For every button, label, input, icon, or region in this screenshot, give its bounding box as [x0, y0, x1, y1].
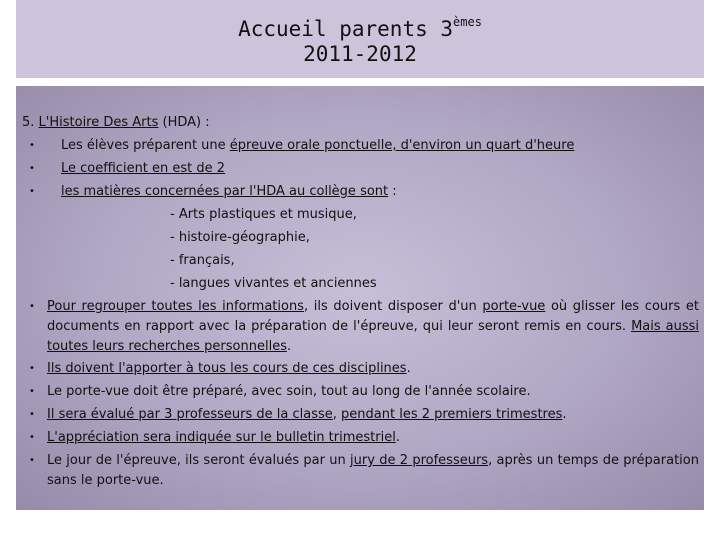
bullet-icon: •: [29, 301, 35, 312]
item-text: [61, 182, 397, 202]
title-superscript: èmes: [453, 15, 482, 29]
title-banner: [16, 0, 704, 78]
item-paragraph: [47, 297, 699, 357]
section-heading-underlined: L'Histoire Des Arts: [38, 115, 159, 130]
item-text: Le porte-vue doit être préparé, avec soin, tout au long de l'année scolaire.: [47, 384, 531, 399]
item-text: [61, 136, 574, 156]
item-text-underlined: Il sera évalué par 3 professeurs de la classe: [47, 407, 333, 422]
item-text-underlined: épreuve orale ponctuelle, d'environ un quart d'heure: [229, 138, 575, 153]
section-heading-rest: (HDA) :: [158, 115, 210, 130]
item-text-underlined: jury de 2 professeurs: [350, 453, 489, 468]
item-text-underlined: Pour regrouper toutes les informations: [47, 299, 304, 314]
item-text-underlined: Ils doivent l'apporter à tous les cours de ces disciplines: [47, 361, 407, 376]
item-text-plain: , ils doivent disposer d'un: [303, 299, 483, 314]
bullet-icon: •: [29, 363, 35, 374]
item-text-plain: .: [562, 407, 567, 422]
item-text-underlined: porte-vue: [482, 299, 546, 314]
item-text: [47, 405, 567, 425]
subject-item: - Arts plastiques et musique,: [170, 207, 357, 222]
item-text-plain: Les élèves préparent une: [61, 138, 230, 153]
bullet-icon: •: [29, 455, 35, 466]
item-text-plain: , après un temps de préparation sans le porte-vue.: [47, 453, 699, 488]
bullet-icon: •: [29, 432, 35, 443]
section-number: 5.: [22, 115, 35, 130]
title-main: Accueil parents 3: [238, 17, 454, 41]
item-text-underlined: Mais aussi toutes leurs recherches personnelles: [47, 319, 699, 354]
item-paragraph: [47, 451, 699, 491]
title-line-1: [16, 10, 704, 41]
item-text-plain: ,: [332, 407, 342, 422]
bullet-icon: •: [29, 186, 35, 197]
item-text-plain: où glisser les cours et documents en rapport avec la préparation de l'épreuve, qui leur seront remis en cours.: [47, 299, 699, 334]
subject-item: - langues vivantes et anciennes: [170, 276, 377, 291]
item-text-plain: Le jour de l'épreuve, ils seront évalués par un: [47, 453, 351, 468]
item-text-plain: .: [395, 430, 400, 445]
content-panel: [16, 86, 704, 510]
item-text-plain: .: [406, 361, 411, 376]
item-text: [47, 428, 400, 448]
item-text-underlined: L'appréciation sera indiquée sur le bulletin trimestriel: [47, 430, 396, 445]
item-text-underlined: les matières concernées par l'HDA au collège sont: [61, 184, 389, 199]
subject-item: - histoire-géographie,: [170, 230, 310, 245]
item-text: [47, 359, 411, 379]
item-text-plain: :: [388, 184, 397, 199]
item-text-underlined: Le coefficient en est de 2: [61, 161, 226, 176]
bullet-icon: •: [29, 409, 35, 420]
bullet-icon: •: [29, 163, 35, 174]
subject-item: - français,: [170, 253, 235, 268]
item-text-underlined: pendant les 2 premiers trimestres: [341, 407, 563, 422]
bullet-icon: •: [29, 386, 35, 397]
title-line-2: 2011-2012: [303, 42, 417, 66]
section-heading: [22, 113, 210, 133]
bullet-icon: •: [29, 140, 35, 151]
item-text-plain: .: [286, 339, 292, 354]
